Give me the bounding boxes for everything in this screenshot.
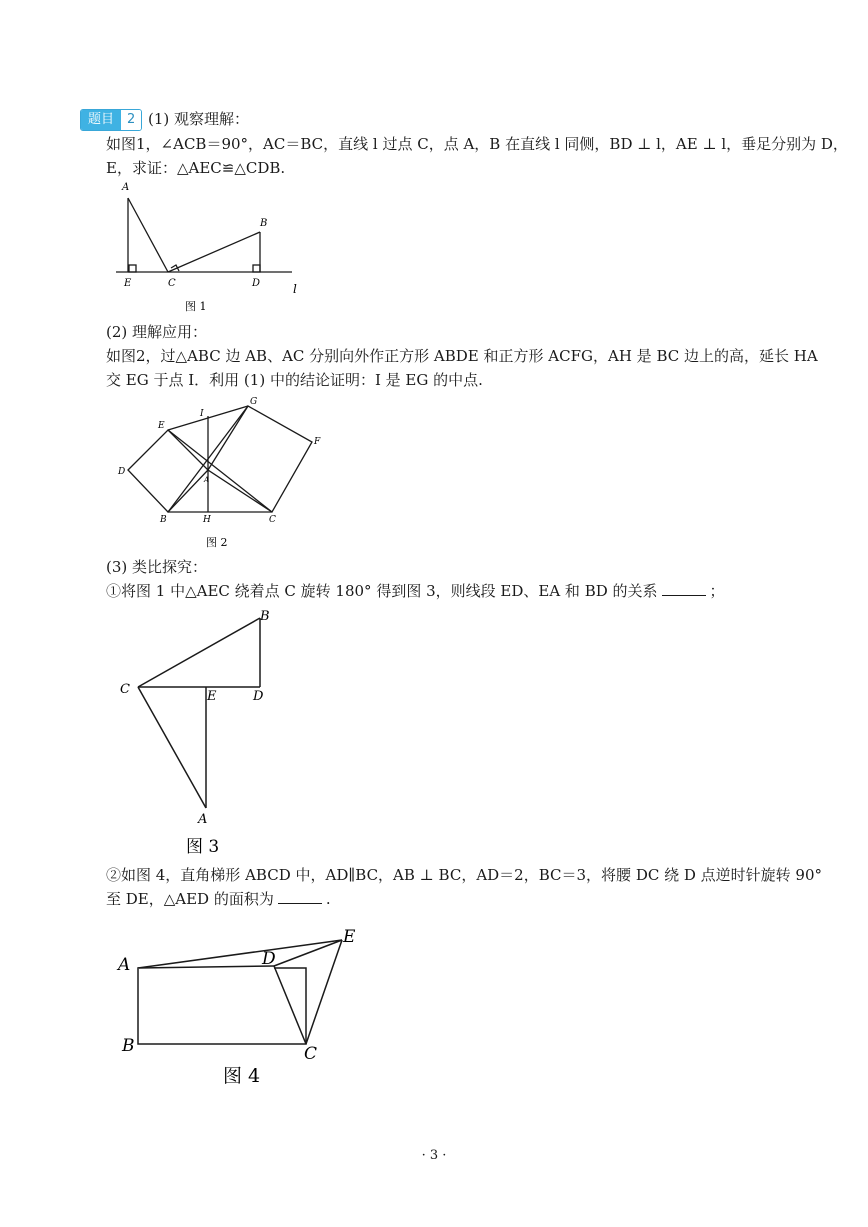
answer-blank-2[interactable] bbox=[278, 889, 322, 904]
part3-q1-end: ； bbox=[709, 582, 725, 600]
part2-line2: 交 EG 于点 I．利用 (1) 中的结论证明：I 是 EG 的中点. bbox=[106, 371, 483, 389]
fig2-label-D: D bbox=[118, 467, 126, 477]
fig2-caption: 图 2 bbox=[206, 536, 228, 549]
part3-q1-text: ①将图 1 中△AEC 绕着点 C 旋转 180° 得到图 3，则线段 ED、EA 和 BD 的关系 bbox=[106, 582, 658, 600]
part1-line1: 如图1，∠ACB＝90°，AC＝BC，直线 l 过点 C，点 A，B 在直线 l 同侧，BD ⊥ l，AE ⊥ l，垂足分别为 D， bbox=[106, 135, 848, 153]
part2-line1: 如图2，过△ABC 边 AB、AC 分别向外作正方形 ABDE 和正方形 ACFG，AH 是 BC 边上的高，延长 HA bbox=[106, 347, 818, 365]
fig3-label-B: B bbox=[260, 609, 270, 624]
part1-line2: E，求证：△AEC≌△CDB. bbox=[106, 159, 286, 177]
fig2-label-C: C bbox=[269, 515, 276, 525]
fig1-label-C: C bbox=[168, 278, 176, 289]
fig1-label-E: E bbox=[124, 278, 132, 289]
problem-tag-number: 2 bbox=[121, 110, 141, 130]
problem-tag-label: 题目 bbox=[81, 110, 121, 130]
figure-1 bbox=[0, 0, 868, 330]
part3-q2-end: . bbox=[325, 890, 331, 908]
fig2-label-G: G bbox=[250, 397, 258, 407]
part3-q1 bbox=[106, 580, 725, 602]
fig4-label-C: C bbox=[304, 1044, 318, 1064]
fig1-label-B: B bbox=[260, 218, 268, 229]
fig4-caption: 图 4 bbox=[223, 1065, 261, 1087]
fig3-label-A: A bbox=[198, 812, 208, 827]
fig1-caption: 图 1 bbox=[185, 300, 207, 313]
page-number: · 3 · bbox=[421, 1148, 447, 1163]
fig3-label-D: D bbox=[253, 689, 264, 704]
part3-q2-line1: ②如图 4，直角梯形 ABCD 中，AD∥BC，AB ⊥ BC，AD＝2，BC＝3，将腰 DC 绕 D 点逆时针旋转 90° bbox=[106, 866, 823, 884]
fig3-label-E: E bbox=[207, 689, 217, 704]
fig3-caption: 图 3 bbox=[186, 837, 220, 857]
fig4-label-B: B bbox=[122, 1036, 135, 1056]
fig2-label-I: I bbox=[200, 409, 204, 419]
part2-heading: (2) 理解应用： bbox=[106, 323, 208, 341]
fig1-label-l: l bbox=[293, 282, 297, 296]
fig2-label-F: F bbox=[314, 437, 321, 447]
fig4-label-A: A bbox=[118, 955, 131, 975]
figure-4 bbox=[0, 910, 868, 1090]
fig1-label-A: A bbox=[122, 182, 130, 193]
fig2-label-A: A bbox=[204, 476, 210, 484]
part3-q2-text: 至 DE，△AED 的面积为 bbox=[106, 890, 274, 908]
fig3-label-C: C bbox=[120, 682, 130, 697]
fig1-label-D: D bbox=[252, 278, 261, 289]
part3-q2-line2 bbox=[106, 888, 331, 910]
fig2-label-E: E bbox=[158, 421, 165, 431]
part3-heading: (3) 类比探究： bbox=[106, 558, 208, 576]
fig4-label-D: D bbox=[262, 949, 276, 969]
part1-heading: (1) 观察理解： bbox=[148, 110, 250, 128]
figure-2 bbox=[0, 390, 868, 550]
answer-blank-1[interactable] bbox=[662, 581, 706, 596]
fig2-label-H: H bbox=[203, 515, 211, 525]
figure-3 bbox=[0, 600, 868, 860]
fig2-label-B: B bbox=[160, 515, 167, 525]
fig4-label-E: E bbox=[343, 927, 356, 947]
